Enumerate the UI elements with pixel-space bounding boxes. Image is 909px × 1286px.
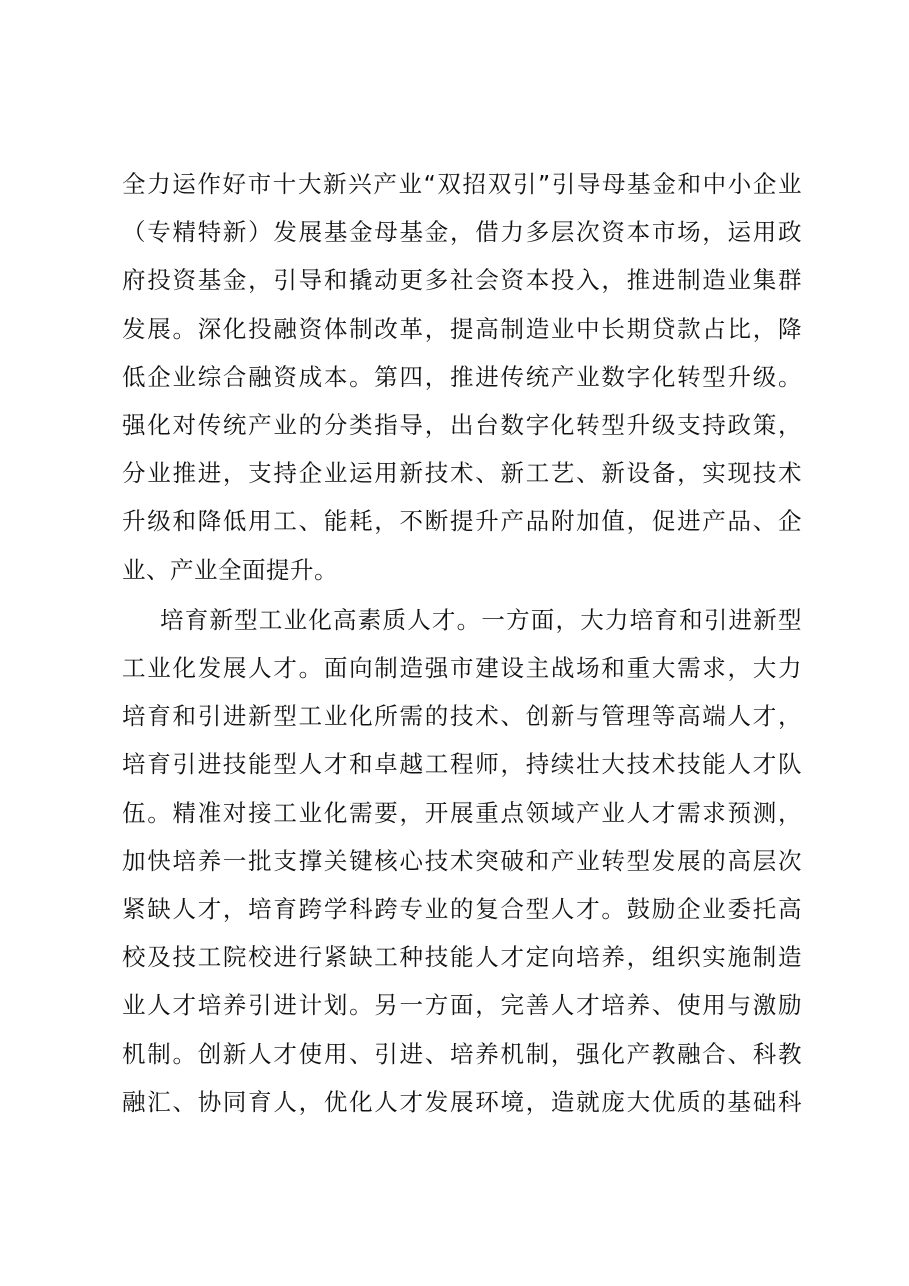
text-line: （专精特新）发展基金母基金，借力多层次资本市场，运用政	[122, 218, 802, 247]
text-line: 加快培养一批支撑关键核心技术突破和产业转型发展的高层次	[122, 846, 802, 875]
text-line: 校及技工院校进行紧缺工种技能人才定向培养，组织实施制造	[122, 943, 802, 972]
text-line: 府投资基金，引导和撬动更多社会资本投入，推进制造业集群	[122, 266, 802, 295]
document-body	[122, 160, 802, 1126]
text-line: 业、产业全面提升。	[122, 555, 338, 584]
text-line: 发展。深化投融资体制改革，提高制造业中长期贷款占比，降	[122, 314, 802, 343]
text-line: 低企业综合融资成本。第四，推进传统产业数字化转型升级。	[122, 362, 802, 391]
text-line: 机制。创新人才使用、引进、培养机制，强化产教融合、科教	[122, 1039, 802, 1068]
text-line: 培育新型工业化高素质人才。一方面，大力培育和引进新型	[160, 605, 802, 634]
text-line: 培育和引进新型工业化所需的技术、创新与管理等高端人才，	[122, 702, 802, 731]
text-line: 融汇、协同育人，优化人才发展环境，造就庞大优质的基础科	[122, 1087, 802, 1116]
text-line: 培育引进技能型人才和卓越工程师，持续壮大技术技能人才队	[122, 750, 802, 779]
text-line: 紧缺人才，培育跨学科跨专业的复合型人才。鼓励企业委托高	[122, 895, 802, 924]
text-line: 升级和降低用工、能耗，不断提升产品附加值，促进产品、企	[122, 507, 802, 536]
text-line: 工业化发展人才。面向制造强市建设主战场和重大需求，大力	[122, 654, 802, 683]
paragraph-1	[122, 160, 802, 594]
text-line: 分业推进，支持企业运用新技术、新工艺、新设备，实现技术	[122, 459, 802, 488]
text-line: 伍。精准对接工业化需要，开展重点领域产业人才需求预测，	[122, 798, 802, 827]
text-line: 业人才培养引进计划。另一方面，完善人才培养、使用与激励	[122, 991, 802, 1020]
paragraph-2	[122, 596, 802, 1126]
text-line: 全力运作好市十大新兴产业“双招双引”引导母基金和中小企业	[122, 170, 802, 198]
text-line: 强化对传统产业的分类指导，出台数字化转型升级支持政策，	[122, 411, 802, 440]
